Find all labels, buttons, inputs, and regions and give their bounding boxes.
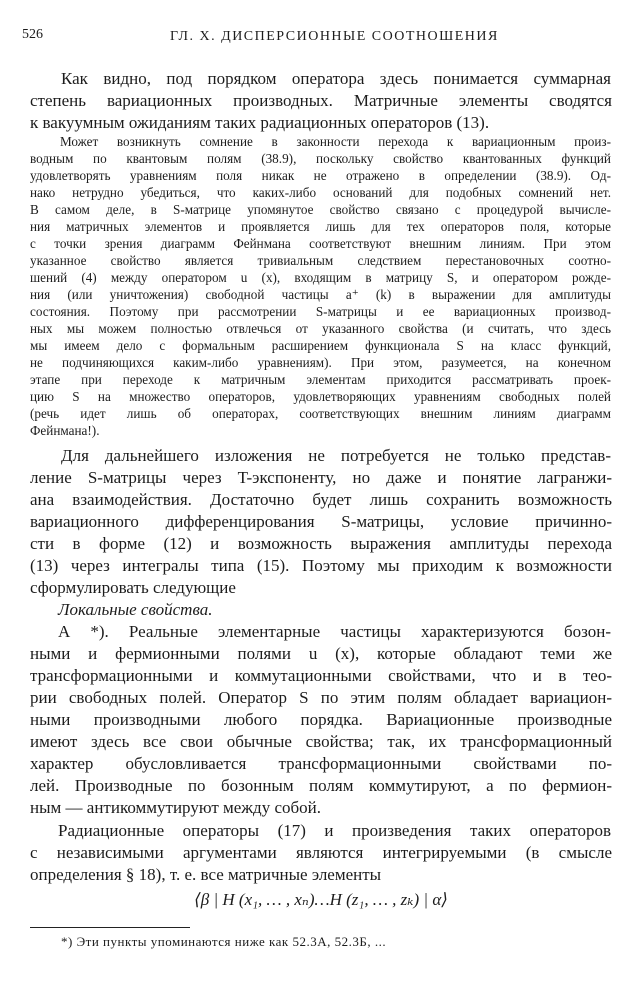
note-line: нако нетрудно убедиться, что каких-либо оснований для подобных сомнений нет. [30, 185, 611, 200]
body-line: определения § 18), т. е. все матричные элементы [30, 865, 382, 884]
body-line: характер обусловливается трансформационными свойствами по- [30, 754, 612, 773]
note-line: (речь идет лишь об операторах, соответствующих внешним линиям диаграмм [30, 406, 611, 421]
note-line: этапе при переходе к матричным элементам приходится рассматривать проек- [30, 372, 611, 387]
note-line: Фейнмана!). [30, 423, 100, 438]
body-line: ными и фермионными полями u (x), которые обладают теми же [30, 644, 612, 663]
matrix-element-formula: ⟨β | H (x₁, … , xₙ)…H (z₁, … , zₖ) | α⟩ [194, 890, 448, 909]
body-line: трансформационными и коммутационными свойствами, что и в тео- [30, 666, 612, 685]
note-line: ния (или уничтожения) свободной частицы a⁺ (k) в выражении для амплитуды [30, 287, 611, 302]
note-line: В самом деле, в S-матрице упомянутое свойство связано с процедурой вычисле- [30, 202, 611, 217]
footnote: *) Эти пункты упоминаются ниже как 52.3А, 52.3Б, ... [61, 934, 387, 949]
body-line: А *). Реальные элементарные частицы характеризуются бозон- [58, 622, 611, 641]
body-line: лей. Производные по бозонным полям коммутируют, а по фермион- [30, 776, 612, 795]
body-line: ным — антикоммутируют между собой. [30, 798, 321, 817]
note-line: указанное свойство является тривиальным следствием перестановочных соотно- [30, 253, 611, 268]
body-line: Как видно, под порядком оператора здесь понимается суммарная [61, 69, 611, 88]
running-title: ГЛ. X. ДИСПЕРСИОННЫЕ СООТНОШЕНИЯ [170, 29, 499, 44]
body-line: рии свободных полей. Оператор S по этим полям обладает вариацион- [30, 688, 612, 707]
body-line: ана взаимодействия. Достаточно будет лишь сохранить возможность [30, 490, 612, 509]
footnote-rule [30, 927, 190, 928]
note-line: Может возникнуть сомнение в законности перехода к вариационным произ- [60, 134, 611, 149]
body-line: ление S-матрицы через T-экспоненту, но даже и понятие лагранжи- [30, 468, 612, 487]
note-line: не подчиняющихся каким-либо уравнениям). При этом, разумеется, на конечном [30, 355, 611, 370]
note-line: цию S на множество операторов, удовлетворяющих уравнениям свободных полей [30, 389, 611, 404]
note-line: мы имеем дело с формальным расширением функционала S на класс функций, [30, 338, 611, 353]
body-line: сти в форме (12) и возможность выражения амплитуды перехода [30, 534, 612, 553]
body-line: Для дальнейшего изложения не потребуется не только представ- [61, 446, 611, 465]
body-line: (13) через интегралы типа (15). Поэтому мы приходим к возможности [30, 556, 612, 575]
note-line: состояния. Поэтому при рассмотрении S-матрицы и ее вариационных производ- [30, 304, 611, 319]
note-line: ных мы можем полностью отвлечься от указанного свойства (и считать, что здесь [30, 321, 611, 336]
body-line: имеют здесь все свои обычные свойства; так, их трансформационный [30, 732, 612, 751]
body-line: Радиационные операторы (17) и произведения таких операторов [58, 821, 611, 840]
body-line: сформулировать следующие [30, 578, 236, 597]
note-line: шений (4) между оператором u (x), входящим в матрицу S, и оператором рожде- [30, 270, 611, 285]
note-line: с точки зрения диаграмм Фейнмана соответствуют внешним линиям. При этом [30, 236, 611, 251]
note-line: удовлетворять уравнениям поля никак не отражено в определении (38.9). Од- [30, 168, 611, 183]
body-line: к вакуумным ожиданиям таких радиационных операторов (13). [30, 113, 490, 132]
body-line: степень вариационных производных. Матричные элементы сводятся [30, 91, 612, 110]
page-number: 526 [22, 27, 43, 42]
note-line: водным по квантовым полям (38.9), поскольку свойство квантованных функций [30, 151, 611, 166]
section-subheading: Локальные свойства. [58, 600, 213, 619]
body-line: вариационного дифференцирования S-матрицы, условие причинно- [30, 512, 612, 531]
body-line: ными производными любого порядка. Вариационные производные [30, 710, 612, 729]
note-line: ния матричных элементов и проявляется лишь для тех операторов поля, которые [30, 219, 611, 234]
body-line: с независимыми аргументами являются интегрируемыми (в смысле [30, 843, 612, 862]
